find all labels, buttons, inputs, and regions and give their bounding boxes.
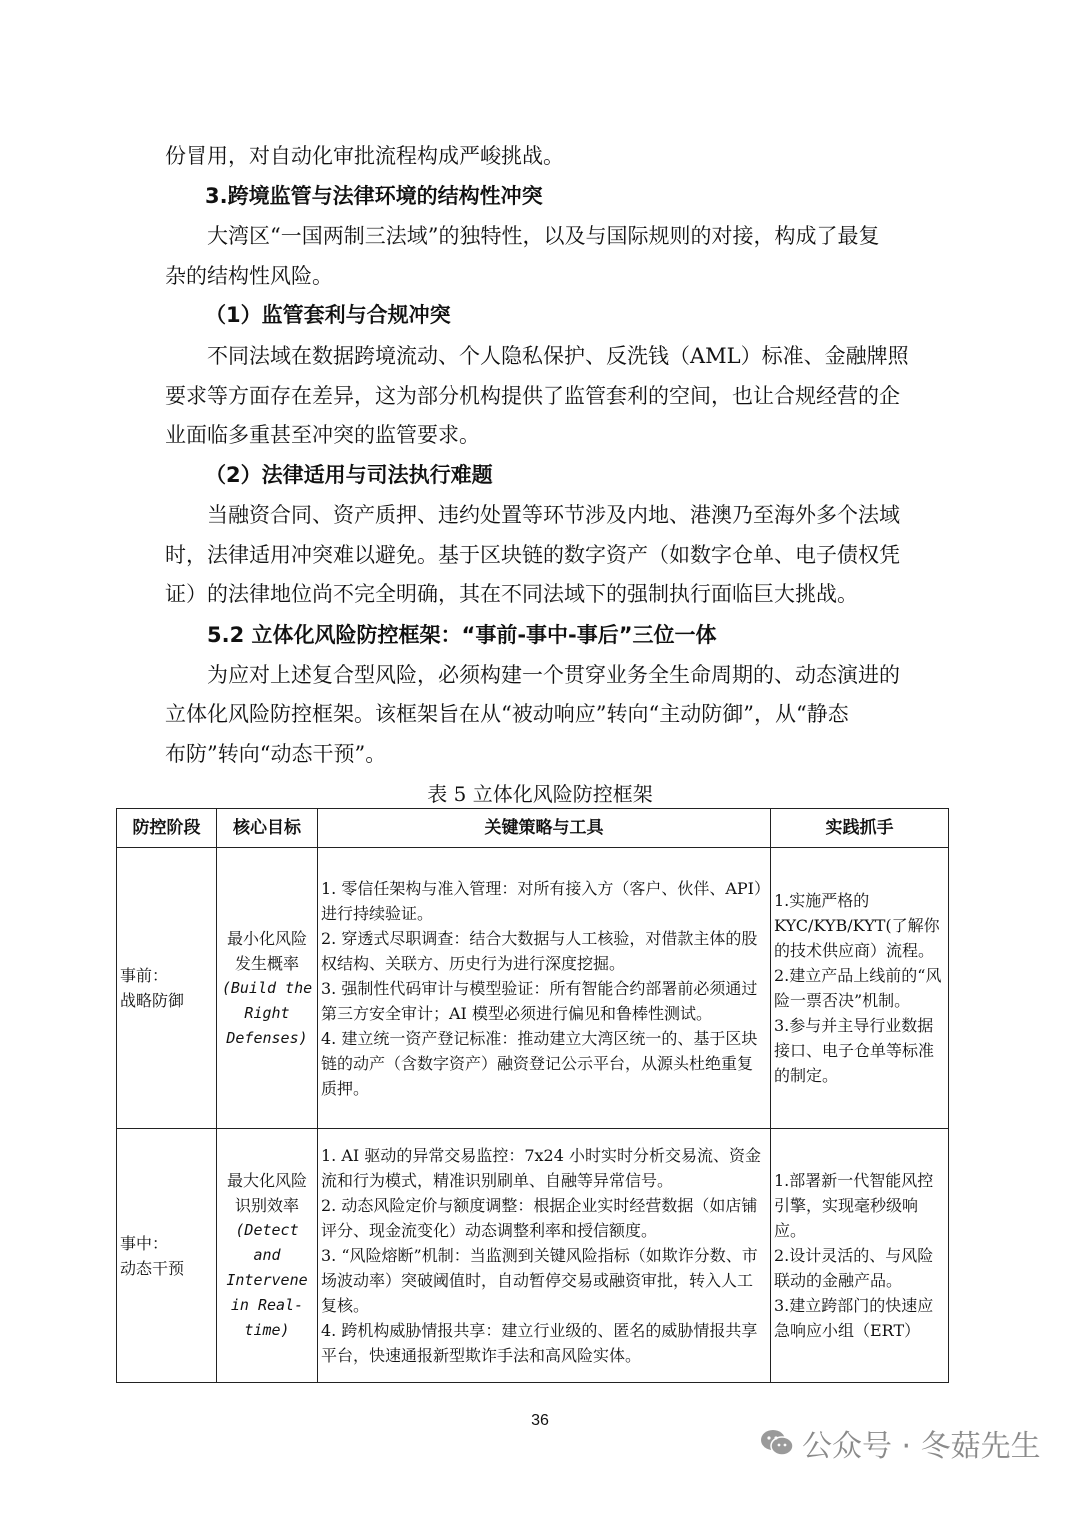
stage-label: 事前： — [120, 966, 169, 985]
practices-cell — [771, 848, 949, 1129]
paragraph-line: 业面临多重甚至冲突的监管要求。 — [165, 423, 480, 447]
stage-name: 战略防御 — [120, 991, 185, 1010]
risk-framework-table — [116, 808, 949, 1383]
table-row — [117, 848, 949, 1129]
table-caption: 表 5 立体化风险防控框架 — [427, 782, 653, 806]
subsection-heading: （1）监管套利与合规冲突 — [205, 303, 451, 327]
header-practices: 实践抓手 — [771, 809, 949, 848]
paragraph-line: 杂的结构性风险。 — [165, 264, 333, 288]
strategies-cell — [318, 1129, 771, 1383]
stage-cell — [117, 848, 217, 1129]
goal-chinese: 最小化风险发生概率 — [226, 928, 307, 973]
paragraph-line: 要求等方面存在差异，这为部分机构提供了监管套利的空间，也让合规经营的企 — [165, 384, 900, 408]
paragraph-line: 布防”转向“动态干预”。 — [165, 742, 387, 766]
table-row — [117, 1129, 949, 1383]
goal-cell — [217, 1129, 318, 1383]
practice-item: 1.部署新一代智能风控引擎，实现毫秒级响应。 — [774, 1171, 934, 1240]
subsection-heading: （2）法律适用与司法执行难题 — [205, 463, 493, 487]
strategy-item: 2. 穿透式尽职调查：结合大数据与人工核验，对借款主体的股权结构、关联方、历史行为进行深度挖掘。 — [321, 928, 758, 973]
strategies-cell — [318, 848, 771, 1129]
practice-item: 1.实施严格的KYC/KYB/KYT(了解你的技术供应商）流程。 — [774, 891, 940, 960]
watermark — [760, 1420, 1041, 1466]
strategy-item: 3. 强制性代码审计与模型验证：所有智能合约部署前必须通过第三方安全审计；AI 模型必须进行偏见和鲁棒性测试。 — [321, 978, 758, 1023]
stage-label: 事中： — [120, 1233, 169, 1253]
goal-chinese: 最大化风险识别效率 — [226, 1171, 307, 1215]
paragraph-line: 当融资合同、资产质押、违约处置等环节涉及内地、港澳乃至海外多个法域 — [207, 503, 900, 527]
watermark-text: 公众号 · 冬菇先生 — [802, 1429, 1041, 1464]
stage-name: 动态干预 — [120, 1258, 185, 1278]
stage-cell — [117, 1129, 217, 1383]
practice-item: 3.建立跨部门的快速应急响应小组（ERT） — [774, 1296, 934, 1340]
practices-cell — [771, 1129, 949, 1383]
strategy-item: 3. “风险熔断”机制：当监测到关键风险指标（如欺诈分数、市场波动率）突破阈值时，自动暂停交易或融资审批，转入人工复核。 — [321, 1246, 758, 1315]
goal-english: (Build the Right Defenses) — [221, 978, 313, 1047]
paragraph-line: 为应对上述复合型风险，必须构建一个贯穿业务全生命周期的、动态演进的 — [207, 663, 900, 687]
practice-item: 2.建立产品上线前的“风险一票否决”机制。 — [774, 966, 942, 1010]
wechat-icon — [760, 1428, 794, 1458]
header-strategies: 关键策略与工具 — [318, 809, 771, 848]
section-heading: 5.2 立体化风险防控框架：“事前-事中-事后”三位一体 — [207, 623, 717, 647]
goal-cell — [217, 848, 318, 1129]
strategy-item: 1. 零信任架构与准入管理：对所有接入方（客户、伙伴、API）进行持续验证。 — [321, 878, 762, 923]
paragraph-line: 大湾区“一国两制三法域”的独特性，以及与国际规则的对接，构成了最复 — [207, 224, 880, 248]
header-stage: 防控阶段 — [117, 809, 217, 848]
header-goal: 核心目标 — [217, 809, 318, 848]
table-header-row — [117, 809, 949, 848]
paragraph-line: 不同法域在数据跨境流动、个人隐私保护、反洗钱（AML）标准、金融牌照 — [207, 344, 909, 368]
paragraph-line: 证）的法律地位尚不完全明确，其在不同法域下的强制执行面临巨大挑战。 — [165, 582, 858, 606]
section-heading: 3.跨境监管与法律环境的结构性冲突 — [205, 184, 543, 208]
paragraph-line: 时，法律适用冲突难以避免。基于区块链的数字资产（如数字仓单、电子债权凭 — [165, 543, 900, 567]
strategy-item: 4. 跨机构威胁情报共享：建立行业级的、匿名的威胁情报共享平台，快速通报新型欺诈手法和高风险实体。 — [321, 1321, 758, 1365]
page-number: 36 — [531, 1412, 549, 1429]
paragraph-line: 份冒用，对自动化审批流程构成严峻挑战。 — [165, 144, 564, 168]
practice-item: 3.参与并主导行业数据接口、电子仓单等标准的制定。 — [774, 1016, 935, 1085]
practice-item: 2.设计灵活的、与风险联动的金融产品。 — [774, 1246, 934, 1290]
strategy-item: 1. AI 驱动的异常交易监控：7x24 小时实时分析交易流、资金流和行为模式，精准识别刷单、自融等异常信号。 — [321, 1146, 761, 1190]
goal-english: (Detect and Intervene in Real-time) — [226, 1221, 308, 1339]
paragraph-line: 立体化风险防控框架。该框架旨在从“被动响应”转向“主动防御”，从“静态 — [165, 702, 849, 726]
strategy-item: 4. 建立统一资产登记标准：推动建立大湾区统一的、基于区块链的动产（含数字资产）融资登记公示平台，从源头杜绝重复质押。 — [321, 1028, 758, 1098]
strategy-item: 2. 动态风险定价与额度调整：根据企业实时经营数据（如店铺评分、现金流变化）动态调整利率和授信额度。 — [321, 1196, 758, 1240]
